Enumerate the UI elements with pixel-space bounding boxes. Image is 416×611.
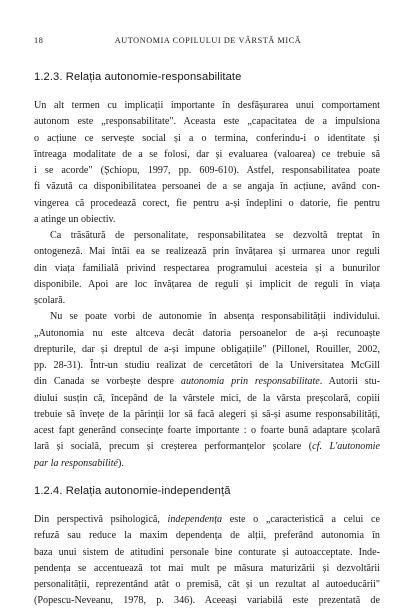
- text-line: refuză sau reduce la maxim dependența de alții, preferând autonomia în: [34, 530, 380, 542]
- text-line: școlară.: [34, 295, 66, 306]
- text-line: fi văzută ca disponibilitatea persoanei de a se angaja în acțiune, având con-: [34, 181, 380, 193]
- text-line: Un alt termen cu implicații importante în desfășurarea unui comportament: [34, 100, 380, 111]
- text-line: trebuie să învețe de la părinții lor să facă alegeri și să-și asume responsabilități,: [34, 408, 380, 420]
- text-line: baza unui sistem de atitudini personale bine conturate și autoacceptate. Inde-: [34, 546, 380, 558]
- running-title: AUTONOMIA COPILULUI DE VÂRSTĂ MICĂ: [114, 36, 302, 45]
- text-line: pp. 28-31). Într-un studiu realizat de cercetători de la Universitatea McGill: [34, 360, 380, 371]
- text-line: i se acorde" (Șchiopu, 1997, pp. 609-610). Astfel, responsabilitatea poate: [34, 165, 380, 176]
- text-line: (Popescu-Neveanu, 1978, p. 346). Aceeași variabilă este prezentată de: [34, 595, 380, 607]
- section-heading-autonomie-responsabilitate: 1.2.3. Relația autonomie-responsabilitate: [34, 71, 242, 83]
- text-line: Ca trăsătură de personalitate, responsabilitatea se dezvoltă treptat în: [50, 230, 380, 241]
- text-line: autonom este „responsabilitate". Aceasta este „capacitatea de a impulsiona: [34, 116, 380, 128]
- text-line: din Canada se vorbește despre autonomia prin responsabilitate. Autorii stu-: [34, 376, 380, 388]
- text-line: personalității, reprezentând atât o premisă, cât și un rezultat al autoeducării": [34, 579, 380, 590]
- text-line: ontogeneză. Mai întâi ea se realizează prin învățarea și urmarea unor reguli: [34, 246, 380, 258]
- text-line: par la responsabilité).: [34, 457, 124, 469]
- text-line: vingerea că procedează corect, fie pentru a-și îndeplini o datorie, fie pentru: [34, 197, 380, 209]
- text-line: acest fapt generând consecințe foarte importante : o foarte bună adaptare școlară: [34, 425, 380, 436]
- page-number: 18: [34, 36, 44, 45]
- text-line: întreaga modalitate de a se folosi, dar și evaluarea (valoarea) ce trebuie să: [34, 148, 380, 160]
- text-line: pendența se accentuează tot mai mult pe măsura maturizării și dezvoltării: [34, 562, 380, 574]
- text-line: din viața familială privind respectarea programului acesteia și a bunurilor: [34, 262, 380, 274]
- text-line: diului susțin că, începând de la vârstele mici, de la vârsta preșcolară, copiii: [34, 392, 380, 404]
- text-line: Din perspectivă psihologică, independența este o „caracteristică a celui ce: [34, 514, 380, 525]
- text-line: drepturile, dar și dreptul de a-și impune obligațiile" (Pillonel, Rouiller, 2002,: [34, 343, 380, 355]
- text-line: „Autonomia nu este altceva decât datoria persoanelor de a-și recunoaște: [34, 327, 380, 339]
- section-heading-autonomie-independenta: 1.2.4. Relația autonomie-independență: [34, 485, 231, 497]
- text-line: a atinge un obiectiv.: [34, 213, 116, 225]
- text-line: o acțiune ce servește social și a o termina, conferindu-i o identitate și: [34, 132, 380, 144]
- text-line: disponibile. Apoi are loc învățarea de reguli și implicit de reguli în viața: [34, 278, 380, 290]
- text-line: Nu se poate vorbi de autonomie în absența responsabilității individului.: [50, 311, 380, 323]
- text-line: lară și socială, precum și creșterea performanțelor școlare (cf. L'autonomie: [34, 441, 380, 453]
- section1-body: [34, 98, 380, 472]
- section2-body: [34, 512, 380, 610]
